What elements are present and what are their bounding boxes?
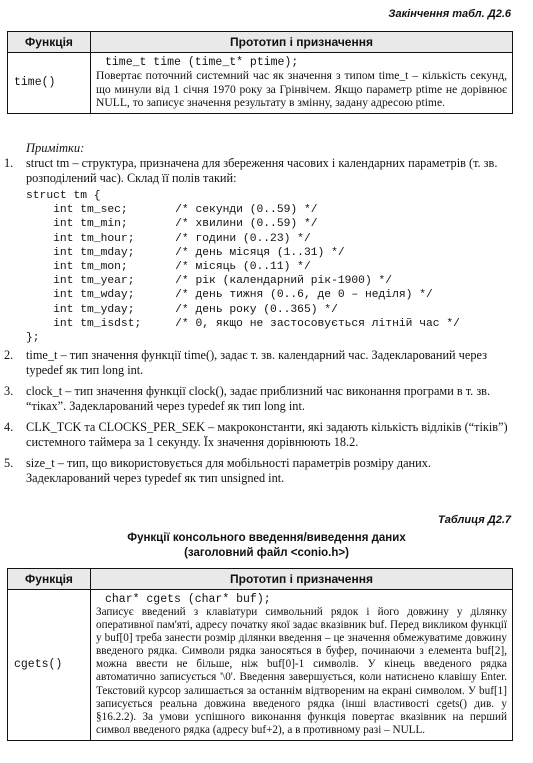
function-table-cgets [7,568,513,741]
note-number: 5. [4,456,14,470]
column-header-prototype: Прототип і призначення [91,32,513,53]
table-title-line: Функції консольного введення/виведення даних [127,532,406,544]
note-number: 1. [4,156,14,170]
prototype-cell [91,53,513,114]
note-number: 3. [4,384,14,398]
note-number: 2. [4,348,14,362]
note-item-2 [4,348,511,378]
note-item-4 [4,420,511,450]
note-text: CLK_TCK та CLOCKS_PER_SEK – макроконстанти, які задають кількість відліків (“тіків”) системного таймера за 1 секунду. Їх значення дорівнюють 18.2. [26,420,508,449]
note-item-3 [4,384,511,414]
note-number: 4. [4,420,14,434]
function-name: time() [8,53,91,114]
table-title [0,531,533,561]
note-item-1 [4,156,511,186]
prototype-signature: char* cgets (char* buf); [105,593,271,606]
function-name: cgets() [8,590,91,741]
code-block-struct-tm: struct tm { int tm_sec; /* секунди (0..59) */ int tm_min; /* хвилини (0..59) */ int tm_hour; /* години (0..23) */ int tm_mday; /* день місяця (1..31) */ int tm_mon; /* місяць (0..11) */ int tm_year; /* рік (календарний рік-1900) */ int tm_wday; /* день тижня (0..6, де 0 – неділя) */ int tm_yday; /* день року (0..365) */ int tm_isdst; /* 0, якщо не застосовується літній час */ }; [26,190,460,345]
table-caption: Таблиця Д2.7 [438,514,511,526]
table-title-line: (заголовний файл <conio.h>) [184,547,349,559]
column-header-function: Функція [8,32,91,53]
prototype-cell [91,590,513,741]
function-description: Повертає поточний системний час як значення з типом time_t – кількість секунд, що минули від 1 січня 1970 року за Грінвічем. Якщо параметр ptime не дорівнює NULL, то записує значення результату в змінну, задану адресою ptime. [96,69,507,110]
note-text: size_t – тип, що використовується для мобільності параметрів розміру даних. Задекларований через typedef як тип unsigned int. [26,456,431,485]
table-caption: Закінчення табл. Д2.6 [388,8,511,20]
function-description: Записує введений з клавіатури символьний рядок і його довжину у ділянку оперативної пам'яті, адресу початку якої задає вказівник buf. Перед викликом функції у buf[0] треба занести розмір ділянки введення – це значення обмежуватиме довжину введеного рядка. Символи рядка заносяться в буфер, починаючи з елемента buf[2], можна ввести не більше, ніж buf[0]-1 символів. У кінець введеного рядка автоматично записується '\0'. Введення завершується, коли натиснено клавішу Enter. Текстовий курсор залишається за останнім відтвореним на екрані символом. У buf[1] записується реальна довжина введеного рядка (інші властивості cgets() див. у §16.2.2). За умови успішного виконання функція повертає вказівник на перший символ введеного рядка (адресу buf+2), а в противному разі – NULL. [96,606,507,736]
column-header-prototype: Прототип і призначення [91,569,513,590]
note-text: time_t – тип значення функції time(), задає т. зв. календарний час. Задекларований через typedef як тип long int. [26,348,487,377]
note-text: clock_t – тип значення функції clock(), задає приблизний час виконання програми в т. зв. “тіках”. Задекларований через typedef як тип long int. [26,384,491,413]
note-text: struct tm – структура, призначена для збереження часових і календарних параметрів (т. зв. розподілений час). Склад її полів такий: [26,156,498,185]
note-item-5 [4,456,511,486]
column-header-function: Функція [8,569,91,590]
notes-title: Примітки: [26,141,85,155]
prototype-signature: time_t time (time_t* ptime); [105,56,299,69]
function-table-time [7,31,513,114]
